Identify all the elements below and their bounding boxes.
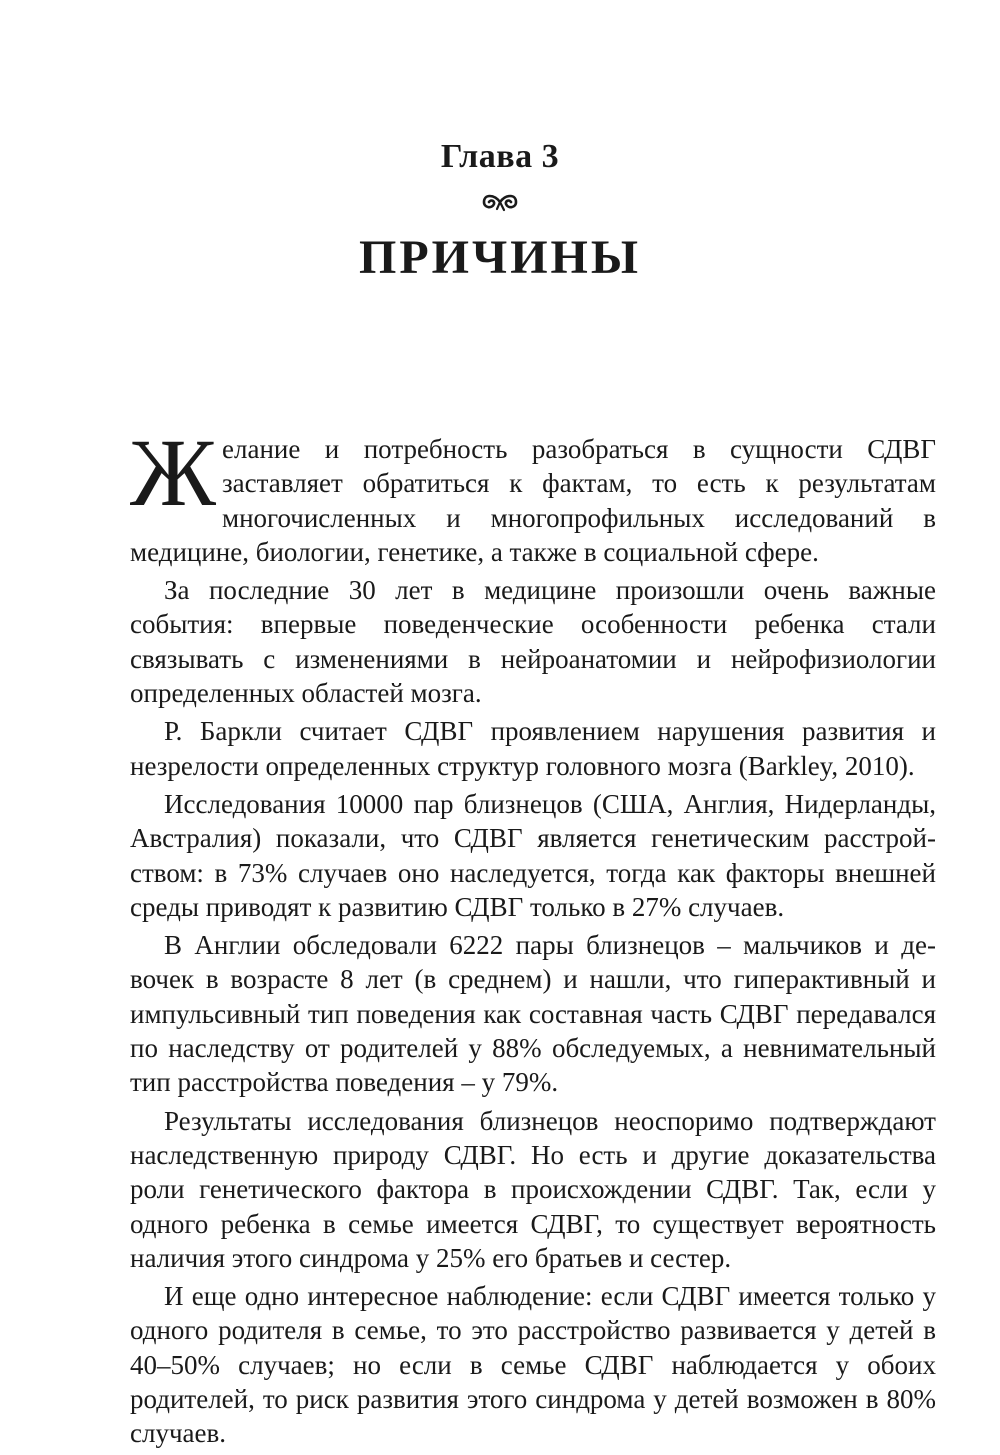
paragraph-2: За последние 30 лет в медицине произошли очень важные события: впервые поведенческие особенности ребенка стали связывать с изменениями в нейроанатомии и нейрофизиологии определенных областей мозга.: [130, 575, 936, 709]
chapter-title: ПРИЧИНЫ: [358, 231, 642, 284]
paragraph-1-text: елание и потребность разобраться в сущности СДВГ заставляет обратиться к фактам, то есть к результатам многочисленных и многопрофильных исследований в медицине, биологии, генетике, а также в социальной сфере.: [130, 434, 936, 567]
paragraph-4: Исследования 10000 пар близнецов (США, Англия, Нидерланды, Австралия) показали, что СДВГ является генетическим расстройством: в 73% случаев оно наследуется, тогда как факторы внешней среды приводят к развитию СДВГ только в 27% случаев.: [130, 788, 936, 922]
paragraph-3: Р. Баркли считает СДВГ проявлением нарушения развития и незрелости определенных структур головного мозга (Barkley, 2010).: [130, 716, 936, 781]
chapter-ornament: [0, 190, 1000, 217]
paragraph-7: И еще одно интересное наблюдение: если СДВГ имеется только у одного родителя в семье, то это расстройство развивается у детей в 40–50% случаев; но если в семье СДВГ наблюдается у обоих родителей, то риск развития этого синдрома у детей возможен в 80% случаев.: [130, 1281, 936, 1449]
flourish-icon: [480, 190, 520, 212]
chapter-body: [130, 419, 936, 1455]
paragraph-1: [130, 419, 936, 569]
drop-cap: Ж: [130, 419, 217, 526]
paragraph-5: В Англии обследовали 6222 пары близнецов – мальчиков и девочек в возрасте 8 лет (в среднем) и нашли, что гиперактивный и импульсивный тип поведения как составная часть СДВГ передавался по наследству от родителей у 88% обследуемых, а невнимательный тип расстройства поведения – у 79%.: [130, 930, 936, 1098]
chapter-label: Глава 3: [440, 138, 560, 175]
paragraph-6: Результаты исследования близнецов неоспоримо подтверждают наследственную природу СДВГ. Но есть и другие доказательства роли генетического фактора в происхождении СДВГ. Так, если у одного ребенка в семье имеется СДВГ, то существует вероятность наличия этого синдрома у 25% его братьев и сестер.: [130, 1105, 936, 1273]
